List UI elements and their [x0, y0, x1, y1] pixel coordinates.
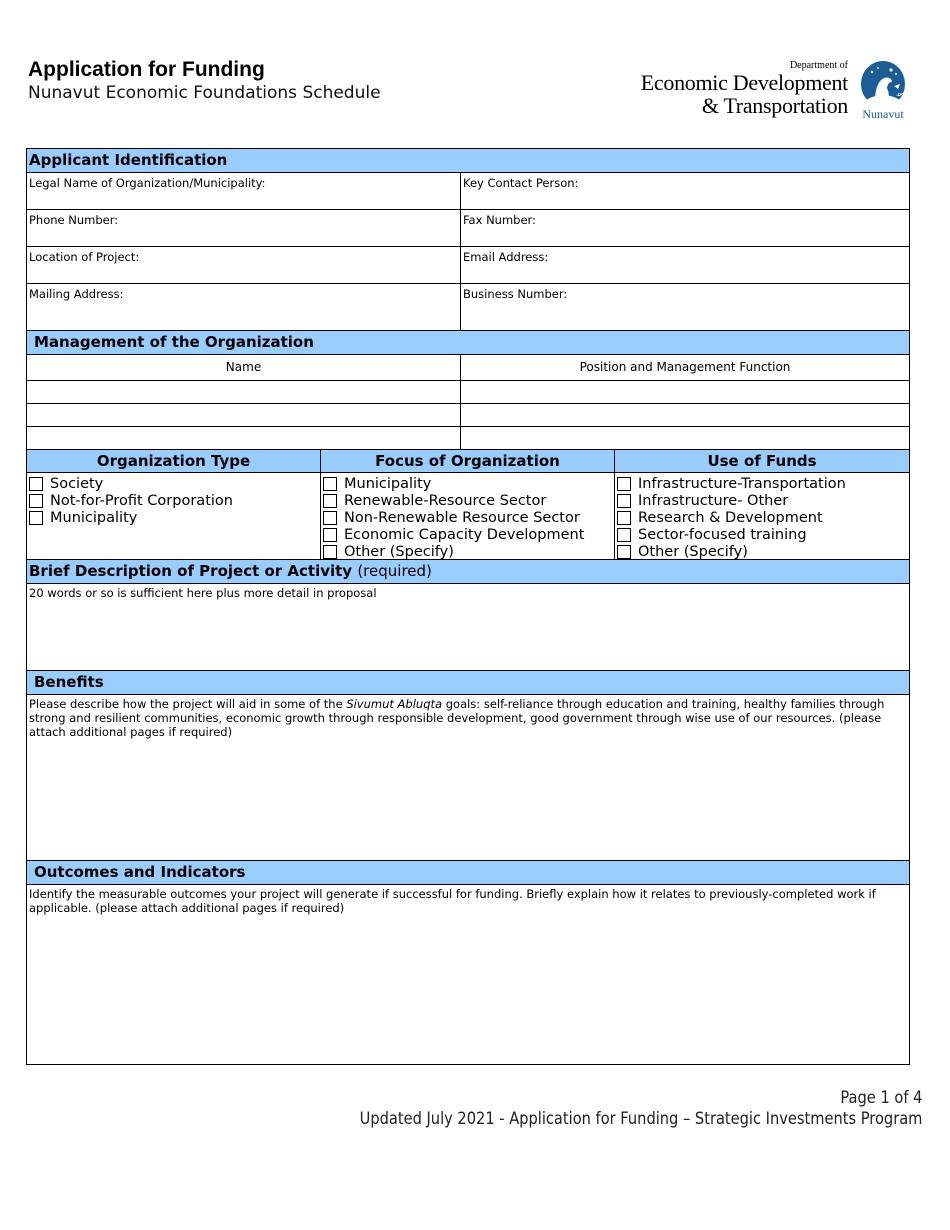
option-label: Non-Renewable Resource Sector	[344, 509, 580, 526]
checkbox-icon[interactable]	[323, 545, 337, 559]
benefits-hint-end: goals: self-reliance through education and training, healthy families through strong and resilient communities, economic growth through responsible development, good government through wise use of our resources. (please attach additional pages if required)	[29, 697, 885, 739]
logo-department-of: Department of	[789, 60, 848, 71]
option-label: Other (Specify)	[638, 543, 748, 560]
management-name-column-header: Name	[27, 355, 461, 380]
management-position-input[interactable]	[461, 404, 909, 426]
checkbox-icon[interactable]	[617, 528, 631, 542]
seal-syllabics: ᓄᓇᕗᑦ	[896, 91, 914, 98]
checkbox-option[interactable]	[617, 509, 909, 526]
applicant-row-3	[27, 247, 909, 284]
description-input[interactable]	[27, 584, 909, 671]
organization-type-column	[27, 450, 321, 559]
checkbox-icon[interactable]	[323, 494, 337, 508]
page-footer	[359, 1088, 922, 1130]
organization-classification	[27, 450, 909, 560]
benefits-heading: Benefits	[27, 671, 909, 695]
seal-name: Nunavut	[862, 107, 904, 121]
management-position-input[interactable]	[461, 427, 909, 449]
use-of-funds-options	[615, 473, 909, 559]
option-label: Municipality	[344, 475, 432, 492]
phone-number-field[interactable]: Phone Number:	[27, 210, 461, 246]
page-number: Page 1 of 4	[839, 1088, 922, 1108]
checkbox-icon[interactable]	[617, 545, 631, 559]
page-header	[28, 58, 914, 138]
logo-line-1: Economic Development	[640, 70, 848, 95]
applicant-row-4	[27, 284, 909, 331]
fax-number-field[interactable]: Fax Number:	[463, 213, 536, 227]
checkbox-option[interactable]	[323, 475, 614, 492]
nunavut-seal-icon	[858, 60, 914, 122]
applicant-row-1	[27, 173, 909, 210]
mailing-address-field[interactable]: Mailing Address:	[27, 284, 461, 330]
checkbox-option[interactable]	[29, 475, 320, 492]
focus-options	[321, 473, 614, 559]
description-heading	[27, 560, 909, 584]
checkbox-icon[interactable]	[29, 477, 43, 491]
applicant-identification-heading: Applicant Identification	[27, 149, 909, 173]
option-label: Municipality	[50, 509, 138, 526]
document-title: Application for Funding	[28, 58, 265, 81]
benefits-hint-emphasis: Sivumut Abluqta	[346, 697, 443, 711]
seal-graphic	[858, 60, 914, 110]
checkbox-icon[interactable]	[323, 511, 337, 525]
description-hint: 20 words or so is sufficient here plus more detail in proposal	[29, 586, 377, 600]
department-logo	[640, 60, 914, 122]
description-heading-text: Brief Description of Project or Activity	[29, 562, 353, 580]
management-name-input[interactable]	[27, 427, 461, 449]
management-header-row	[27, 355, 909, 381]
focus-heading: Focus of Organization	[321, 450, 614, 473]
legal-name-field[interactable]: Legal Name of Organization/Municipality:	[27, 173, 461, 209]
outcomes-hint: Identify the measurable outcomes your project will generate if successful for funding. Briefly explain how it relates to previously-completed work if applicable. (please attach additional pages if required)	[29, 887, 876, 915]
organization-type-options	[27, 473, 320, 559]
use-of-funds-column	[615, 450, 909, 559]
checkbox-icon[interactable]	[617, 511, 631, 525]
option-label: Society	[50, 475, 104, 492]
checkbox-option[interactable]	[29, 509, 320, 526]
checkbox-icon[interactable]	[323, 477, 337, 491]
checkbox-option[interactable]	[617, 492, 909, 509]
option-label: Not-for-Profit Corporation	[50, 492, 233, 509]
use-of-funds-heading: Use of Funds	[615, 450, 909, 473]
checkbox-icon[interactable]	[323, 528, 337, 542]
benefits-input[interactable]	[27, 695, 909, 861]
checkbox-option[interactable]	[323, 509, 614, 526]
organization-type-heading: Organization Type	[27, 450, 320, 473]
option-label: Other (Specify)	[344, 543, 454, 560]
focus-column	[321, 450, 615, 559]
applicant-row-2	[27, 210, 909, 247]
logo-line-2: & Transportation	[701, 93, 848, 118]
option-label: Infrastructure- Other	[638, 492, 789, 509]
required-note: (required)	[357, 562, 432, 580]
management-row	[27, 427, 909, 450]
checkbox-icon[interactable]	[617, 494, 631, 508]
project-location-field[interactable]: Location of Project:	[27, 247, 461, 283]
checkbox-icon[interactable]	[29, 511, 43, 525]
checkbox-option[interactable]	[617, 475, 909, 492]
checkbox-option[interactable]	[323, 526, 614, 543]
email-address-field[interactable]: Email Address:	[463, 250, 549, 264]
management-name-input[interactable]	[27, 381, 461, 403]
management-row	[27, 404, 909, 427]
option-label: Economic Capacity Development	[344, 526, 585, 543]
checkbox-option[interactable]	[323, 543, 614, 560]
management-row	[27, 381, 909, 404]
logo-text	[641, 60, 848, 118]
key-contact-field[interactable]: Key Contact Person:	[463, 176, 579, 190]
checkbox-option[interactable]	[617, 543, 909, 560]
checkbox-option[interactable]	[29, 492, 320, 509]
management-name-input[interactable]	[27, 404, 461, 426]
management-position-column-header: Position and Management Function	[579, 360, 791, 374]
benefits-hint-start: Please describe how the project will aid in some of the	[29, 697, 347, 711]
business-number-field[interactable]: Business Number:	[463, 287, 568, 301]
updated-note: Updated July 2021 - Application for Funding – Strategic Investments Program	[359, 1109, 922, 1129]
option-label: Infrastructure-Transportation	[638, 475, 846, 492]
document-subtitle: Nunavut Economic Foundations Schedule	[28, 83, 381, 103]
management-heading: Management of the Organization	[27, 331, 909, 355]
management-position-input[interactable]	[461, 381, 909, 403]
checkbox-icon[interactable]	[617, 477, 631, 491]
option-label: Renewable-Resource Sector	[344, 492, 547, 509]
outcomes-input[interactable]	[27, 885, 909, 1064]
checkbox-icon[interactable]	[29, 494, 43, 508]
checkbox-option[interactable]	[323, 492, 614, 509]
checkbox-option[interactable]	[617, 526, 909, 543]
option-label: Sector-focused training	[638, 526, 807, 543]
option-label: Research & Development	[638, 509, 823, 526]
outcomes-heading: Outcomes and Indicators	[27, 861, 909, 885]
funding-application-form	[26, 148, 910, 1065]
